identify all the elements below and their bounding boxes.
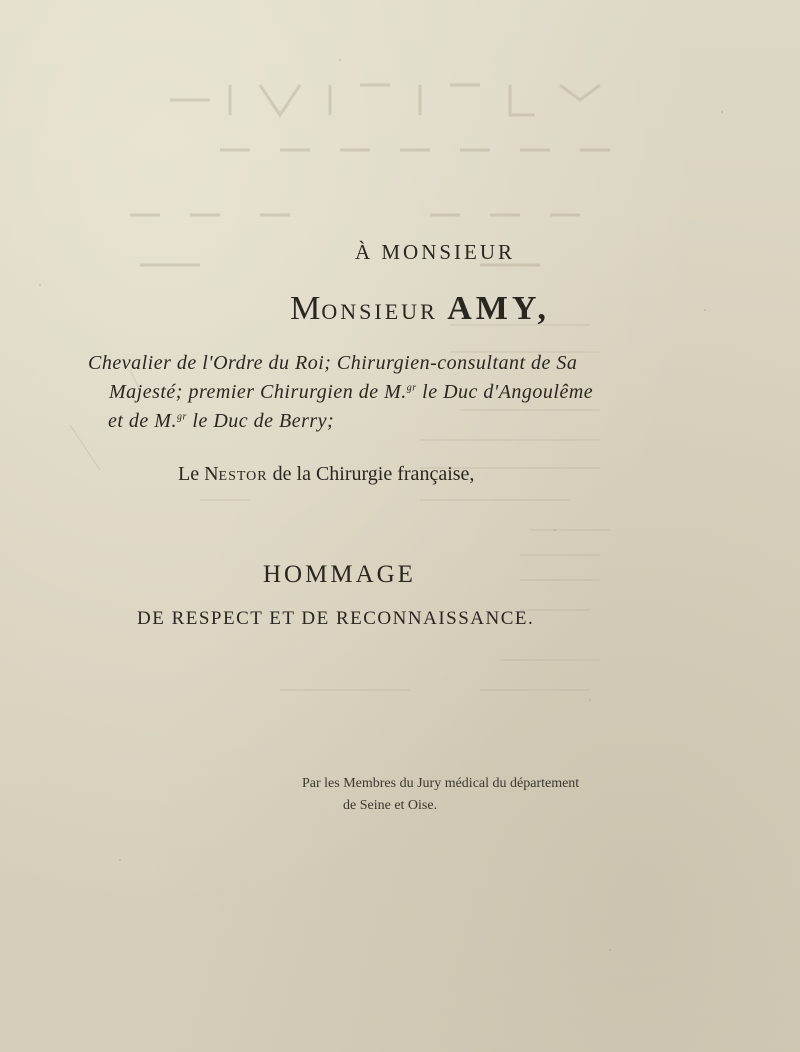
titles-line-2-part-b: le Duc d'Angoulême <box>416 381 594 403</box>
attribution-line-1: Par les Membres du Jury médical du département <box>302 776 580 791</box>
dedication-heading: À MONSIEUR <box>354 240 516 264</box>
titles-line-2-superscript: gr <box>406 382 417 394</box>
titles-line-2-part-a: Majesté; premier Chirurgien de M. <box>109 381 407 403</box>
dedicatee-title-rest: ONSIEUR <box>321 299 438 324</box>
nestor-initial: N <box>204 463 219 485</box>
titles-line-3-part-a: et de M. <box>108 410 177 432</box>
titles-line-3-part-b: le Duc de Berry; <box>186 410 335 432</box>
nestor-suffix: de la Chirurgie française, <box>267 463 475 485</box>
attribution-line-2: de Seine et Oise. <box>343 798 438 813</box>
dedicatee-titles-line-1: Chevalier de l'Ordre du Roi; Chirurgien-consultant de Sa <box>88 352 578 374</box>
dedicatee-surname: AMY, <box>447 290 550 327</box>
titles-line-3-superscript: gr <box>176 411 187 423</box>
nestor-rest: ESTOR <box>218 469 268 484</box>
nestor-prefix: Le <box>178 463 205 485</box>
dedicatee-title-initial: M <box>290 290 322 327</box>
dedicatee-titles-line-2 <box>109 381 593 404</box>
hommage-heading: HOMMAGE <box>263 561 416 588</box>
nestor-line <box>178 463 474 486</box>
dedicatee-name <box>0 290 800 328</box>
dedicatee-titles-line-3 <box>108 410 334 433</box>
respect-subheading: DE RESPECT ET DE RECONNAISSANCE. <box>137 608 535 629</box>
